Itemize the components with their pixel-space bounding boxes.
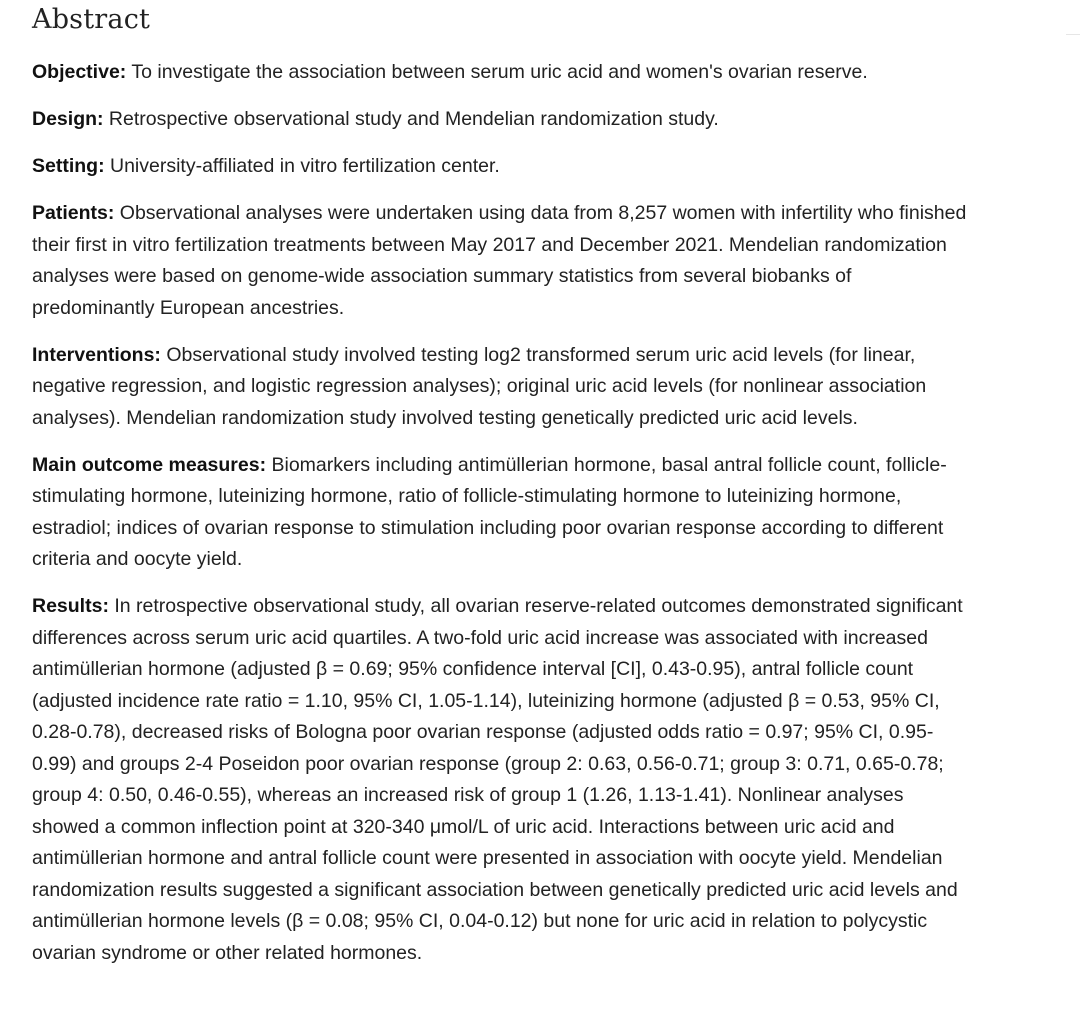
- setting-label: Setting:: [32, 155, 105, 177]
- divider: [1066, 34, 1080, 35]
- setting-text: University-affiliated in vitro fertilization center.: [104, 155, 500, 177]
- objective-section: [32, 57, 972, 89]
- patients-section: [32, 198, 972, 324]
- page-title: Abstract: [32, 4, 151, 35]
- main-outcome-section: [32, 450, 972, 576]
- results-label: Results:: [32, 595, 109, 617]
- main-outcome-text: Biomarkers including antimüllerian hormone, basal antral follicle count, follicle-stimulating hormone, luteinizing hormone, ratio of follicle-stimulating hormone to luteinizing hormone, estradiol; indices of ovarian response to stimulation including poor ovarian response according to different criteria and oocyte yield.: [32, 453, 947, 570]
- interventions-section: [32, 340, 972, 435]
- design-label: Design:: [32, 108, 104, 130]
- design-section: [32, 104, 972, 136]
- interventions-text: Observational study involved testing log2 transformed serum uric acid levels (for linear, negative regression, and logistic regression analyses); original uric acid levels (for nonlinear association analyses). Mendelian randomization study involved testing genetically predicted uric acid levels.: [32, 343, 927, 429]
- interventions-label: Interventions:: [32, 343, 161, 366]
- main-outcome-label: Main outcome measures:: [32, 453, 267, 476]
- results-text: In retrospective observational study, all ovarian reserve-related outcomes demonstrated significant differences across serum uric acid quartiles. A two-fold uric acid increase was associated with increased antimüllerian hormone (adjusted β = 0.69; 95% confidence interval [CI], 0.43-0.95), antral follicle count (adjusted incidence rate ratio = 1.10, 95% CI, 1.05-1.14), luteinizing hormone (adjusted β = 0.53, 95% CI, 0.28-0.78), decreased risks of Bologna poor ovarian response (adjusted odds ratio = 0.97; 95% CI, 0.95-0.99) and groups 2-4 Poseidon poor ovarian response (group 2: 0.63, 0.56-0.71; group 3: 0.71, 0.65-0.78; group 4: 0.50, 0.46-0.55), whereas an increased risk of group 1 (1.26, 1.13-1.41). Nonlinear analyses showed a common inflection point at 320-340 μmol/L of uric acid. Interactions between uric acid and antimüllerian hormone and antral follicle count were presented in association with oocyte yield. Mendelian randomization results suggested a significant association between genetically predicted uric acid levels and antimüllerian hormone levels (β = 0.08; 95% CI, 0.04-0.12) but none for uric acid in relation to polycystic ovarian syndrome or other related hormones.: [32, 595, 963, 964]
- setting-section: [32, 151, 972, 183]
- patients-label: Patients:: [32, 202, 115, 224]
- results-section: [32, 591, 972, 969]
- design-text: Retrospective observational study and Mendelian randomization study.: [103, 108, 719, 130]
- objective-label: Objective:: [32, 61, 127, 83]
- objective-text: To investigate the association between serum uric acid and women's ovarian reserve.: [126, 61, 868, 83]
- patients-text: Observational analyses were undertaken using data from 8,257 women with infertility who finished their first in vitro fertilization treatments between May 2017 and December 2021. Mendelian randomization analyses were based on genome-wide association summary statistics from several biobanks of predominantly European ancestries.: [32, 202, 967, 319]
- abstract-body: [32, 57, 972, 985]
